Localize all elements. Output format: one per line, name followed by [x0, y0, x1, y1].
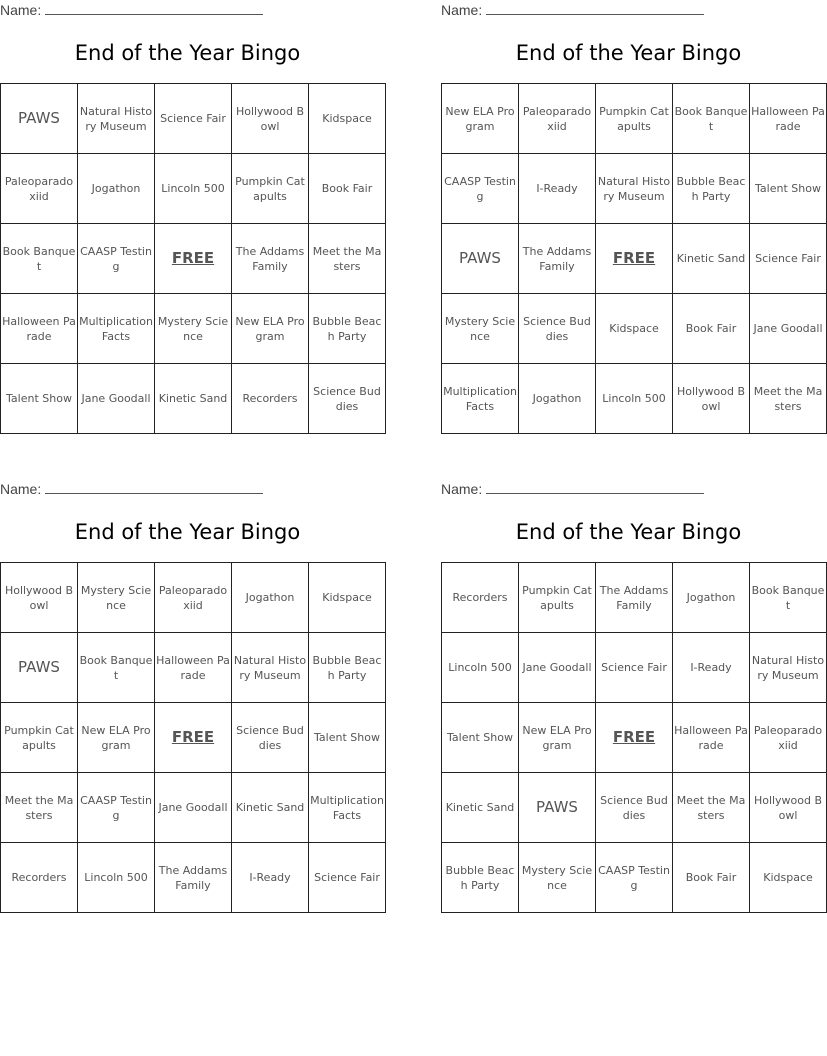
- bingo-cell: Book Banquet: [750, 563, 827, 633]
- card-title: End of the Year Bingo: [74, 520, 301, 544]
- bingo-cell: Jane Goodall: [155, 773, 232, 843]
- bingo-cell: Natural History Museum: [596, 154, 673, 224]
- bingo-cell: PAWS: [1, 633, 78, 703]
- bingo-cell: Paleoparadoxiid: [155, 563, 232, 633]
- bingo-row: [1, 294, 386, 364]
- bingo-grid: [0, 83, 386, 434]
- bingo-cell: Pumpkin Catapults: [519, 563, 596, 633]
- bingo-row: [442, 294, 827, 364]
- bingo-row: [1, 843, 386, 913]
- bingo-cell: Science Buddies: [596, 773, 673, 843]
- bingo-cell: New ELA Program: [519, 703, 596, 773]
- bingo-cell: Mystery Science: [155, 294, 232, 364]
- bingo-cell: Jogathon: [519, 364, 596, 434]
- bingo-cell: The Addams Family: [596, 563, 673, 633]
- card-title: End of the Year Bingo: [515, 41, 742, 65]
- bingo-cell: New ELA Program: [442, 84, 519, 154]
- bingo-cell: Multiplication Facts: [309, 773, 386, 843]
- bingo-cell: Meet the Masters: [309, 224, 386, 294]
- bingo-cell: Book Banquet: [673, 84, 750, 154]
- bingo-row: [1, 364, 386, 434]
- bingo-cell: The Addams Family: [155, 843, 232, 913]
- name-blank: [486, 481, 704, 494]
- bingo-cell: Halloween Parade: [750, 84, 827, 154]
- name-line: [0, 2, 263, 18]
- bingo-cell: Jane Goodall: [750, 294, 827, 364]
- bingo-cell: Natural History Museum: [750, 633, 827, 703]
- bingo-cell: CAASP Testing: [78, 224, 155, 294]
- bingo-cell: Lincoln 500: [155, 154, 232, 224]
- bingo-cell: Mystery Science: [442, 294, 519, 364]
- bingo-cell: CAASP Testing: [78, 773, 155, 843]
- bingo-cell: Hollywood Bowl: [232, 84, 309, 154]
- bingo-cell: Science Fair: [309, 843, 386, 913]
- bingo-cell: Meet the Masters: [673, 773, 750, 843]
- bingo-grid: [441, 562, 827, 913]
- bingo-cell: Pumpkin Catapults: [596, 84, 673, 154]
- bingo-row: [442, 84, 827, 154]
- bingo-cell: CAASP Testing: [442, 154, 519, 224]
- bingo-cell: Meet the Masters: [750, 364, 827, 434]
- bingo-cell: Kidspace: [309, 84, 386, 154]
- bingo-row: [1, 84, 386, 154]
- bingo-cell: Kinetic Sand: [673, 224, 750, 294]
- bingo-cell: Recorders: [442, 563, 519, 633]
- bingo-cell: Book Banquet: [1, 224, 78, 294]
- bingo-cell: Lincoln 500: [442, 633, 519, 703]
- bingo-cell: Book Fair: [309, 154, 386, 224]
- bingo-cell: Science Fair: [750, 224, 827, 294]
- bingo-row: [442, 633, 827, 703]
- bingo-cell: Bubble Beach Party: [309, 294, 386, 364]
- bingo-row: [442, 364, 827, 434]
- bingo-card-2: [441, 0, 825, 440]
- bingo-cell: Jane Goodall: [519, 633, 596, 703]
- bingo-cell: Mystery Science: [519, 843, 596, 913]
- bingo-cell: Science Buddies: [309, 364, 386, 434]
- bingo-cell: Talent Show: [1, 364, 78, 434]
- bingo-free-space: FREE: [155, 703, 232, 773]
- bingo-cell: I-Ready: [519, 154, 596, 224]
- bingo-cell: I-Ready: [673, 633, 750, 703]
- bingo-cell: Lincoln 500: [78, 843, 155, 913]
- bingo-cell: Meet the Masters: [1, 773, 78, 843]
- bingo-cell: PAWS: [1, 84, 78, 154]
- bingo-cell: Jogathon: [78, 154, 155, 224]
- bingo-cell: The Addams Family: [232, 224, 309, 294]
- bingo-row: [442, 843, 827, 913]
- bingo-cell: Kidspace: [309, 563, 386, 633]
- bingo-cell: PAWS: [519, 773, 596, 843]
- name-blank: [486, 2, 704, 15]
- bingo-cell: Science Fair: [596, 633, 673, 703]
- bingo-cell: Talent Show: [309, 703, 386, 773]
- bingo-cell: Talent Show: [442, 703, 519, 773]
- bingo-cell: Science Buddies: [232, 703, 309, 773]
- bingo-cell: Paleoparadoxiid: [519, 84, 596, 154]
- bingo-row: [442, 224, 827, 294]
- bingo-row: [442, 154, 827, 224]
- bingo-cell: New ELA Program: [78, 703, 155, 773]
- bingo-cell: Recorders: [1, 843, 78, 913]
- bingo-row: [442, 773, 827, 843]
- bingo-cell: Jane Goodall: [78, 364, 155, 434]
- name-line: [441, 481, 704, 497]
- bingo-cell: New ELA Program: [232, 294, 309, 364]
- card-title: End of the Year Bingo: [515, 520, 742, 544]
- bingo-free-space: FREE: [155, 224, 232, 294]
- bingo-cell: Book Fair: [673, 843, 750, 913]
- bingo-cell: The Addams Family: [519, 224, 596, 294]
- bingo-row: [1, 773, 386, 843]
- bingo-cell: Pumpkin Catapults: [1, 703, 78, 773]
- bingo-cell: Halloween Parade: [155, 633, 232, 703]
- bingo-row: [1, 154, 386, 224]
- bingo-row: [442, 563, 827, 633]
- bingo-cell: Bubble Beach Party: [442, 843, 519, 913]
- bingo-cell: Paleoparadoxiid: [750, 703, 827, 773]
- bingo-free-space: FREE: [596, 224, 673, 294]
- bingo-card-1: [0, 0, 382, 440]
- bingo-grid: [441, 83, 827, 434]
- bingo-row: [1, 703, 386, 773]
- name-label: Name:: [0, 2, 42, 18]
- name-label: Name:: [0, 481, 42, 497]
- bingo-row: [1, 563, 386, 633]
- bingo-cell: Hollywood Bowl: [750, 773, 827, 843]
- bingo-card-3: [0, 479, 384, 919]
- bingo-free-space: FREE: [596, 703, 673, 773]
- card-title: End of the Year Bingo: [74, 41, 301, 65]
- bingo-cell: Multiplication Facts: [442, 364, 519, 434]
- bingo-cell: Mystery Science: [78, 563, 155, 633]
- name-line: [0, 481, 263, 497]
- bingo-cell: Kinetic Sand: [232, 773, 309, 843]
- bingo-cell: Kinetic Sand: [442, 773, 519, 843]
- bingo-cell: Natural History Museum: [232, 633, 309, 703]
- name-label: Name:: [441, 481, 483, 497]
- bingo-cell: Jogathon: [673, 563, 750, 633]
- bingo-cell: Natural History Museum: [78, 84, 155, 154]
- bingo-cell: Bubble Beach Party: [309, 633, 386, 703]
- bingo-cell: CAASP Testing: [596, 843, 673, 913]
- bingo-cell: I-Ready: [232, 843, 309, 913]
- bingo-cell: PAWS: [442, 224, 519, 294]
- bingo-cell: Halloween Parade: [1, 294, 78, 364]
- name-blank: [45, 481, 263, 494]
- bingo-cell: Science Fair: [155, 84, 232, 154]
- name-blank: [45, 2, 263, 15]
- bingo-cell: Recorders: [232, 364, 309, 434]
- bingo-cell: Bubble Beach Party: [673, 154, 750, 224]
- bingo-cell: Hollywood Bowl: [673, 364, 750, 434]
- bingo-cell: Book Banquet: [78, 633, 155, 703]
- name-line: [441, 2, 704, 18]
- bingo-cell: Kidspace: [596, 294, 673, 364]
- name-label: Name:: [441, 2, 483, 18]
- bingo-row: [442, 703, 827, 773]
- bingo-row: [1, 633, 386, 703]
- bingo-cell: Book Fair: [673, 294, 750, 364]
- bingo-cell: Pumpkin Catapults: [232, 154, 309, 224]
- bingo-cell: Kinetic Sand: [155, 364, 232, 434]
- bingo-row: [1, 224, 386, 294]
- bingo-cell: Halloween Parade: [673, 703, 750, 773]
- bingo-cell: Multiplication Facts: [78, 294, 155, 364]
- bingo-cell: Science Buddies: [519, 294, 596, 364]
- bingo-grid: [0, 562, 386, 913]
- bingo-cell: Jogathon: [232, 563, 309, 633]
- bingo-cell: Kidspace: [750, 843, 827, 913]
- bingo-card-4: [441, 479, 825, 919]
- bingo-cell: Hollywood Bowl: [1, 563, 78, 633]
- bingo-cell: Talent Show: [750, 154, 827, 224]
- bingo-cell: Paleoparadoxiid: [1, 154, 78, 224]
- bingo-cell: Lincoln 500: [596, 364, 673, 434]
